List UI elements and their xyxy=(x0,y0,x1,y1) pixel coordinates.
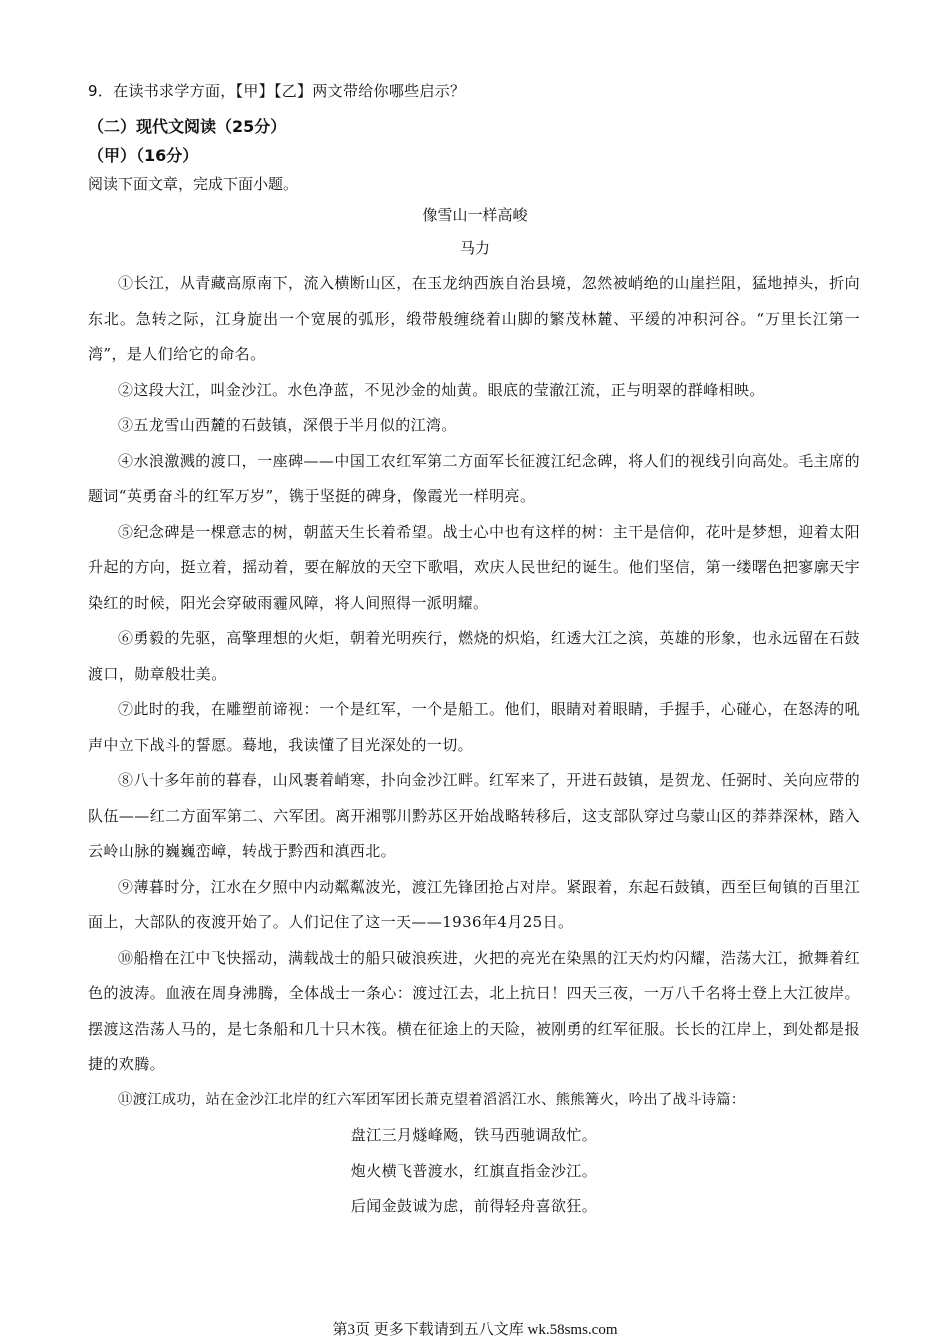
paragraph-3: ③五龙雪山西麓的石鼓镇，深偎于半月似的江湾。 xyxy=(118,416,457,434)
page-footer: 第3页 更多下载请到五八文库 wk.58sms.com xyxy=(332,1322,618,1338)
paragraph-4: ④水浪激溅的渡口，一座碑——中国工农红军第二方面军长征渡江纪念碑，将人们的视线引向高处。毛主席的题词“英勇奋斗的红军万岁”，镌于坚挺的碑身，像霞光一样明亮。 xyxy=(88,451,860,505)
reading-instruction: 阅读下面文章，完成下面小题。 xyxy=(88,175,299,193)
paragraph-8: ⑧八十多年前的暮春，山风裹着峭寒，扑向金沙江畔。红军来了，开进石鼓镇，是贺龙、任弼时、关向应带的队伍——红二方面军第二、六军团。离开湘鄂川黔苏区开始战略转移后，这支部队穿过乌蒙山区的莽莽深林，踏入云岭山脉的巍巍峦嶂，转战于黔西和滇西北。 xyxy=(88,771,860,860)
poem-line: 后闻金鼓诚为虑，前得轻舟喜欲狂。 xyxy=(350,1197,598,1215)
question-9: 9．在读书求学方面，【甲】【乙】两文带给你哪些启示？ xyxy=(88,82,466,100)
paragraph-5: ⑤纪念碑是一棵意志的树，朝蓝天生长着希望。战士心中也有这样的树：主干是信仰，花叶是梦想，迎着太阳升起的方向，挺立着，摇动着，要在解放的天空下歌唱，欢庆人民世纪的诞生。他们坚信，第一缕曙色把寥廓天宇染红的时候，阳光会穿破雨霾风障，将人间照得一派明耀。 xyxy=(88,522,860,612)
paragraph-6: ⑥勇毅的先驱，高擎理想的火炬，朝着光明疾行，燃烧的炽焰，红透大江之滨，英雄的形象，也永远留在石鼓渡口，勋章般壮美。 xyxy=(88,629,860,683)
article-author: 马力 xyxy=(459,239,490,257)
paragraph-11: ⑪渡江成功，站在金沙江北岸的红六军团军团长萧克望着滔滔江水、熊熊篝火，吟出了战斗诗篇： xyxy=(118,1091,746,1108)
article-body xyxy=(88,266,860,1225)
sub-section-heading: （甲）（16分） xyxy=(88,146,199,165)
poem-line: 盘江三月燧峰飏，铁马西驰调敌忙。 xyxy=(350,1126,598,1144)
poem-line: 炮火横飞普渡水，红旗直指金沙江。 xyxy=(350,1161,598,1180)
paragraph-7: ⑦此时的我，在雕塑前谛视：一个是红军，一个是船工。他们，眼睛对着眼睛，手握手，心碰心，在怒涛的吼声中立下战斗的誓愿。蓦地，我读懂了目光深处的一切。 xyxy=(88,700,860,754)
article-title: 像雪山一样高峻 xyxy=(422,206,528,224)
paragraph-1: ①长江，从青藏高原南下，流入横断山区，在玉龙纳西族自治县境，忽然被峭绝的山崖拦阻，猛地掉头，折向东北。急转之际，江身旋出一个宽展的弧形，缎带般缠绕着山脚的繁茂林麓、平缓的冲积河谷。“万里长江第一湾”，是人们给它的命名。 xyxy=(88,274,860,363)
paragraph-2: ②这段大江，叫金沙江。水色净蓝，不见沙金的灿黄。眼底的莹澈江流，正与明翠的群峰相映。 xyxy=(118,380,765,399)
paragraph-9: ⑨薄暮时分，江水在夕照中内动粼粼波光，渡江先锋团抢占对岸。紧跟着，东起石鼓镇，西至巨甸镇的百里江面上，大部队的夜渡开始了。人们记住了这一天——1936年4月25日。 xyxy=(88,877,860,931)
paragraph-10: ⑩船橹在江中飞快摇动，满载战士的船只破浪疾进，火把的亮光在染黑的江天灼灼闪耀，浩荡大江，掀舞着红色的波涛。血液在周身沸腾，全体战士一条心：渡过江去，北上抗日！四天三夜，一万八千名将士登上大江彼岸。摆渡这浩荡人马的，是七条船和几十只木筏。横在征途上的天险，被刚勇的红军征服。长长的江岸上，到处都是报捷的欢腾。 xyxy=(88,948,860,1073)
section-heading: （二）现代文阅读（25分） xyxy=(88,117,287,136)
